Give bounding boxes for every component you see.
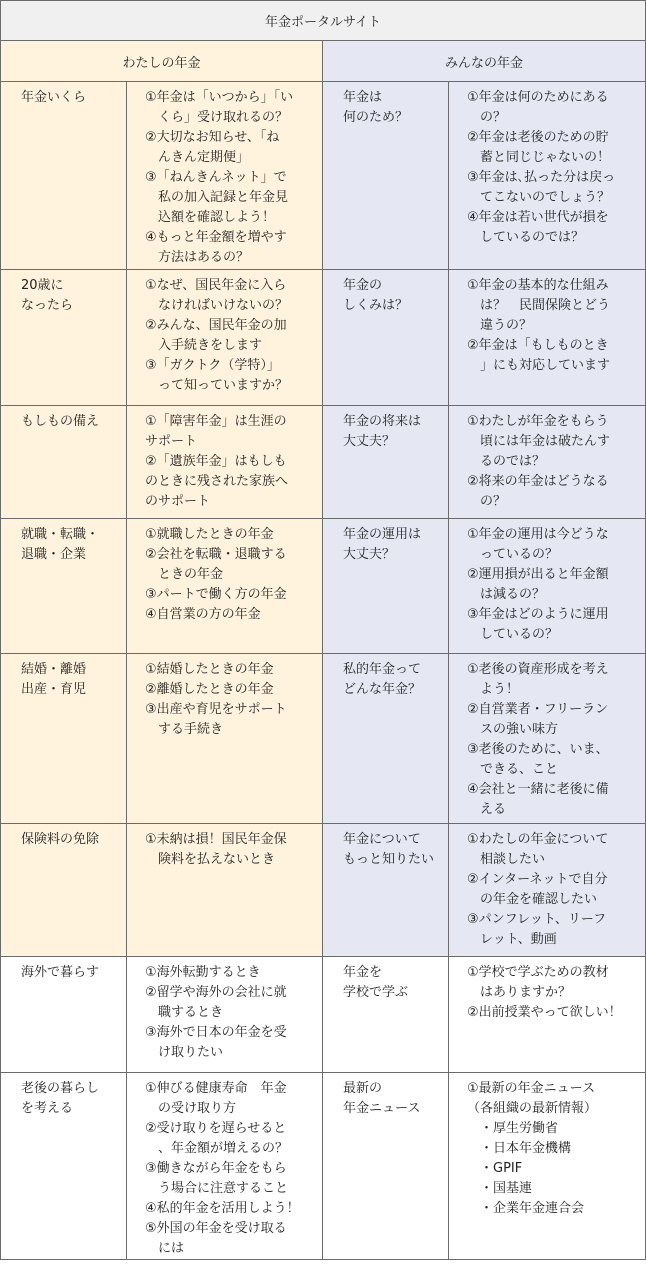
left-item-link[interactable]: ③海外で日本の年金を受 け取りたい xyxy=(145,1025,287,1060)
left-item-link[interactable]: ④もっと年金額を増やす 方法はあるの？ xyxy=(145,230,287,265)
left-item-list xyxy=(127,82,323,270)
right-item-link[interactable]: ②自営業者・フリーラン スの強い味方 xyxy=(467,702,609,737)
section-header-everyones-pension: みんなの年金 xyxy=(323,41,646,82)
right-item-list xyxy=(449,824,646,957)
left-category-link[interactable]: 結婚・離婚 出産・育児 xyxy=(1,654,127,824)
table-row xyxy=(1,519,646,654)
right-item-link[interactable]: ①老後の資産形成を考え よう！ xyxy=(467,662,609,697)
table-row xyxy=(1,406,646,519)
left-item-link[interactable]: ③「ねんきんネット」で 私の加入記録と年金見 込額を確認しよう！ xyxy=(145,170,289,225)
left-item-link[interactable]: ④私的年金を活用しよう！ xyxy=(145,1201,300,1216)
left-item-list xyxy=(127,654,323,824)
right-item-link[interactable]: ①わたしの年金について 相談したい xyxy=(467,832,609,867)
table-row xyxy=(1,654,646,824)
left-item-link[interactable]: ①未納は損！国民年金保 険料を払えないとき xyxy=(145,832,287,867)
left-item-link[interactable]: ③パートで働く方の年金 xyxy=(145,587,287,602)
right-item-list xyxy=(449,1073,646,1260)
table-row xyxy=(1,957,646,1073)
right-item-link[interactable]: ④会社と一緒に老後に備 える xyxy=(467,782,609,817)
right-item-link[interactable]: ②将来の年金はどうなる の？ xyxy=(467,474,609,509)
table-row xyxy=(1,270,646,406)
left-item-link[interactable]: ①「障害年金」は生涯の サポート xyxy=(145,414,287,449)
left-item-list xyxy=(127,519,323,654)
right-item-link[interactable]: ①年金の運用は今どうな っているの？ xyxy=(467,527,609,562)
left-item-link[interactable]: ③出産や育児をサポート する手続き xyxy=(145,702,287,737)
right-item-link[interactable]: ①年金は何のためにある の？ xyxy=(467,90,609,125)
left-item-link[interactable]: ②みんな、国民年金の加 入手続きをします xyxy=(145,318,287,353)
right-category-link[interactable]: 最新の 年金ニュース xyxy=(323,1073,449,1260)
table-row xyxy=(1,824,646,957)
left-item-link[interactable]: ①就職したときの年金 xyxy=(145,527,274,542)
right-item-list xyxy=(449,519,646,654)
left-item-link[interactable]: ②会社を転職・退職する ときの年金 xyxy=(145,547,287,582)
left-item-link[interactable]: ②受け取りを遅らせると 、年金額が増えるの？ xyxy=(145,1121,289,1156)
left-item-list xyxy=(127,270,323,406)
right-item-list xyxy=(449,957,646,1073)
left-item-link[interactable]: ②大切なお知らせ、「ね んきん定期便」 xyxy=(145,130,280,165)
right-item-link[interactable]: ①学校で学ぶための教材 はありますか？ xyxy=(467,965,609,1000)
right-category-link[interactable]: 年金の運用は 大丈夫？ xyxy=(323,519,449,654)
right-item-link[interactable]: ③年金はどのように運用 しているの？ xyxy=(467,607,609,642)
left-category-link[interactable]: 20歳に なったら xyxy=(1,270,127,406)
left-item-link[interactable]: ①年金は「いつから」「い くら」受け取れるの？ xyxy=(145,90,294,125)
right-item-list xyxy=(449,406,646,519)
right-item-link[interactable]: ②年金は「もしものとき 」にも対応しています xyxy=(467,338,611,373)
right-item-link[interactable]: ①わたしが年金をもらう 頃には年金は破たんす るのでは？ xyxy=(467,414,611,469)
left-item-list xyxy=(127,957,323,1073)
left-category-link[interactable]: 老後の暮らし を考える xyxy=(1,1073,127,1260)
left-category-link[interactable]: もしもの備え xyxy=(1,406,127,519)
left-category-link[interactable]: 海外で暮らす xyxy=(1,957,127,1073)
right-item-list xyxy=(449,654,646,824)
left-item-list xyxy=(127,824,323,957)
right-item-link[interactable]: ③年金は､払った分は戻っ てこないのでしょう？ xyxy=(467,170,616,205)
right-item-list xyxy=(449,270,646,406)
right-item-link[interactable]: ④年金は若い世代が損を しているのでは？ xyxy=(467,210,609,245)
right-item-link[interactable]: ③パンフレット、リーフ レット、動画 xyxy=(467,912,607,947)
right-item-list xyxy=(449,82,646,270)
left-item-link[interactable]: ①伸びる健康寿命 年金 の受け取り方 xyxy=(145,1081,287,1116)
left-item-list xyxy=(127,1073,323,1260)
left-category-link[interactable]: 年金いくら xyxy=(1,82,127,270)
right-category-link[interactable]: 年金は 何のため？ xyxy=(323,82,449,270)
left-item-link[interactable]: ①海外転勤するとき xyxy=(145,965,261,980)
left-item-link[interactable]: ③働きながら年金をもら う場合に注意すること xyxy=(145,1161,289,1196)
right-category-link[interactable]: 年金を 学校で学ぶ xyxy=(323,957,449,1073)
left-item-link[interactable]: ②「遺族年金」はもしも のときに残された家族へ のサポート xyxy=(145,454,289,509)
left-item-link[interactable]: ①結婚したときの年金 xyxy=(145,662,274,677)
left-item-list xyxy=(127,406,323,519)
left-category-link[interactable]: 保険料の免除 xyxy=(1,824,127,957)
left-category-link[interactable]: 就職・転職・ 退職・企業 xyxy=(1,519,127,654)
right-category-link[interactable]: 年金の将来は 大丈夫？ xyxy=(323,406,449,519)
left-item-link[interactable]: ②留学や海外の会社に就 職するとき xyxy=(145,985,287,1020)
left-item-link[interactable]: ①なぜ、国民年金に入ら なければいけないの？ xyxy=(145,278,289,313)
left-item-link[interactable]: ⑤外国の年金を受け取る には xyxy=(145,1221,287,1256)
page-title: 年金ポータルサイト xyxy=(1,1,646,41)
left-item-link[interactable]: ②離婚したときの年金 xyxy=(145,682,274,697)
right-item-link[interactable]: ①年金の基本的な仕組み は？ 民間保険とどう 違うの？ xyxy=(467,278,611,333)
right-item-link[interactable]: ③老後のために、いま、 できる、こと xyxy=(467,742,609,777)
table-row xyxy=(1,1073,646,1260)
right-category-link[interactable]: 年金の しくみは？ xyxy=(323,270,449,406)
right-category-link[interactable]: 私的年金って どんな年金？ xyxy=(323,654,449,824)
right-category-link[interactable]: 年金について もっと知りたい xyxy=(323,824,449,957)
right-item-link[interactable]: ①最新の年金ニュース （各組織の最新情報） ・厚生労働省 ・日本年金機構 ・GPIF ・国基連 ・企業年金連合会 xyxy=(467,1081,598,1216)
right-item-link[interactable]: ②インターネットで自分 の年金を確認したい xyxy=(467,872,608,907)
section-header-my-pension: わたしの年金 xyxy=(1,41,323,82)
left-item-link[interactable]: ③「ガクトク（学特）」 って知っていますか？ xyxy=(145,358,289,393)
left-item-link[interactable]: ④自営業の方の年金 xyxy=(145,607,261,622)
right-item-link[interactable]: ②出前授業やって欲しい！ xyxy=(467,1005,622,1020)
right-item-link[interactable]: ②運用損が出ると年金額 は減るの？ xyxy=(467,567,609,602)
table-row xyxy=(1,82,646,270)
right-item-link[interactable]: ②年金は老後のための貯 蓄と同じじゃないの！ xyxy=(467,130,611,165)
